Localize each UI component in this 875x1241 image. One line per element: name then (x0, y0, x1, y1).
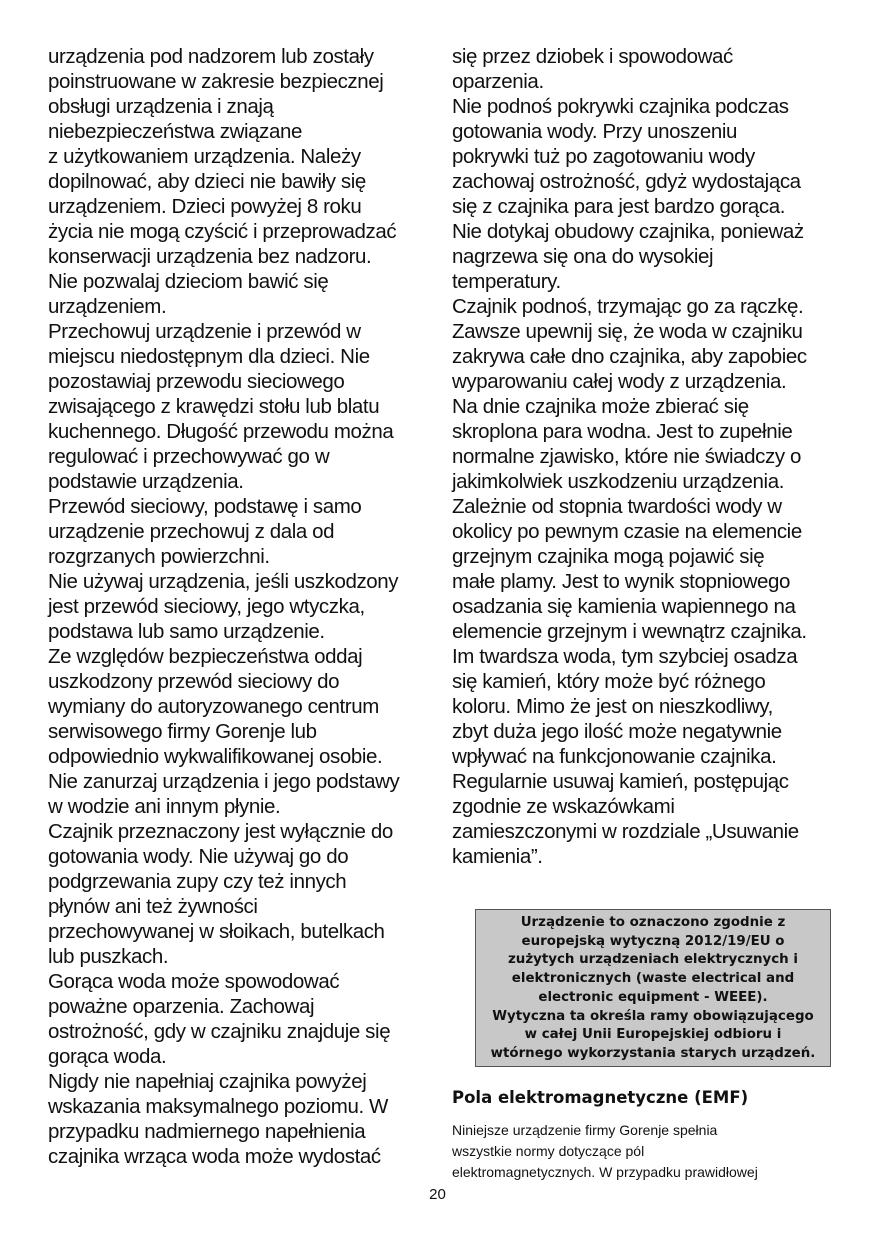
text-line: dopilnować, aby dzieci nie bawiły się (48, 170, 366, 193)
text-line: gotowania wody. Przy unoszeniu (452, 120, 738, 143)
text-line: wymiany do autoryzowanego centrum (48, 695, 379, 718)
text-line: Zawsze upewnij się, że woda w czajniku (452, 320, 803, 343)
text-line: przypadku nadmiernego napełnienia (48, 1120, 366, 1143)
page-number: 20 (429, 1186, 446, 1203)
text-line: miejscu niedostępnym dla dzieci. Nie (48, 345, 370, 368)
text-line: Nie podnoś pokrywki czajnika podczas (452, 95, 789, 118)
text-line: konserwacji urządzenia bez nadzoru. (48, 245, 372, 268)
text-line: obsługi urządzenia i znają (48, 95, 274, 118)
weee-line: Wytyczna ta określa ramy obowiązującego (492, 1008, 814, 1024)
text-line: okolicy po pewnym czasie na elemencie (452, 520, 802, 543)
text-line: kamienia”. (452, 845, 543, 868)
text-line: zakrywa całe dno czajnika, aby zapobiec (452, 345, 807, 368)
text-line: rozgrzanych powierzchni. (48, 545, 270, 568)
text-line: Nie zanurzaj urządzenia i jego podstawy (48, 770, 400, 793)
text-line: Przechowuj urządzenie i przewód w (48, 320, 361, 343)
weee-line: wtórnego wykorzystania starych urządzeń. (490, 1045, 816, 1061)
text-line: Zależnie od stopnia twardości wody w (452, 495, 782, 518)
weee-line: Urządzenie to oznaczono zgodnie z (520, 915, 786, 930)
text-line: Czajnik podnoś, trzymając go za rączkę. (452, 295, 804, 318)
emf-line: elektromagnetycznych. W przypadku prawidłowej (452, 1164, 758, 1180)
text-line: ostrożność, gdy w czajniku znajduje się (48, 1020, 391, 1043)
text-line: kuchennego. Długość przewodu można (48, 420, 394, 443)
weee-line: w całej Unii Europejskiej odbioru i (524, 1027, 782, 1043)
text-line: Przewód sieciowy, podstawę i samo (48, 495, 362, 518)
text-line: lub puszkach. (48, 945, 169, 968)
text-line: zamieszczonymi w rozdziale „Usuwanie (452, 820, 799, 843)
weee-line: elektronicznych (waste electrical and (511, 971, 795, 987)
text-line: jakimkolwiek uszkodzeniu urządzenia. (452, 470, 784, 493)
text-line: zwisającego z krawędzi stołu lub blatu (48, 395, 380, 418)
text-line: niebezpieczeństwa związane (48, 120, 302, 143)
text-line: zbyt duża jego ilość może negatywnie (452, 720, 782, 743)
text-line: Nigdy nie napełniaj czajnika powyżej (48, 1070, 367, 1093)
text-line: urządzeniem. (48, 295, 167, 318)
text-line: urządzeniem. Dzieci powyżej 8 roku (48, 195, 362, 218)
text-line: oparzenia. (452, 70, 544, 93)
text-line: wyparowaniu całej wody z urządzenia. (452, 370, 787, 393)
text-line: osadzania się kamienia wapiennego na (452, 595, 796, 618)
text-line: gotowania wody. Nie używaj go do (48, 845, 349, 868)
text-line: Gorąca woda może spowodować (48, 970, 340, 993)
text-line: grzejnym czajnika mogą pojawić się (452, 545, 765, 568)
text-line: wpływać na funkcjonowanie czajnika. (452, 745, 777, 768)
text-line: normalne zjawisko, które nie świadczy o (452, 445, 801, 468)
emf-line: wszystkie normy dotyczące pól (452, 1143, 645, 1159)
text-line: regulować i przechowywać go w (48, 445, 330, 468)
text-line: Ze względów bezpieczeństwa oddaj (48, 645, 363, 668)
left-text-column (48, 44, 423, 1169)
text-line: Na dnie czajnika może zbierać się (452, 395, 749, 418)
text-line: pozostawiaj przewodu sieciowego (48, 370, 345, 393)
text-line: skroplona para wodna. Jest to zupełnie (452, 420, 793, 443)
text-line: Nie używaj urządzenia, jeśli uszkodzony (48, 570, 399, 593)
right-text-column (452, 44, 832, 869)
text-line: przechowywanej w słoikach, butelkach (48, 920, 385, 943)
emf-section-text (452, 1120, 842, 1183)
text-line: poinstruowane w zakresie bezpiecznej (48, 70, 384, 93)
text-line: Regularnie usuwaj kamień, postępując (452, 770, 789, 793)
text-line: odpowiednio wykwalifikowanej osobie. (48, 745, 383, 768)
weee-line: europejską wytyczną 2012/19/EU o (521, 933, 785, 949)
text-line: życia nie mogą czyścić i przeprowadzać (48, 220, 397, 243)
text-line: jest przewód sieciowy, jego wtyczka, (48, 595, 365, 618)
text-line: temperatury. (452, 270, 561, 293)
text-line: podstawie urządzenia. (48, 470, 244, 493)
text-line: uszkodzony przewód sieciowy do (48, 670, 340, 693)
text-line: czajnika wrząca woda może wydostać (48, 1145, 381, 1168)
text-line: Nie pozwalaj dzieciom bawić się (48, 270, 329, 293)
weee-line: electronic equipment - WEEE). (538, 989, 768, 1005)
text-line: zgodnie ze wskazówkami (452, 795, 675, 818)
text-line: w wodzie ani innym płynie. (48, 795, 281, 818)
text-line: się z czajnika para jest bardzo gorąca. (452, 195, 786, 218)
text-line: Im twardsza woda, tym szybciej osadza (452, 645, 798, 668)
text-line: zachowaj ostrożność, gdyż wydostająca (452, 170, 801, 193)
text-line: urządzenie przechowuj z dala od (48, 520, 335, 543)
text-line: się kamień, który może być różnego (452, 670, 766, 693)
text-line: elemencie grzejnym i wewnątrz czajnika. (452, 620, 807, 643)
text-line: wskazania maksymalnego poziomu. W (48, 1095, 388, 1118)
text-line: płynów ani też żywności (48, 895, 258, 918)
text-line: serwisowego firmy Gorenje lub (48, 720, 317, 743)
emf-section-heading: Pola elektromagnetyczne (EMF) (452, 1088, 749, 1107)
text-line: z użytkowaniem urządzenia. Należy (48, 145, 361, 168)
weee-line: zużytych urządzeniach elektrycznych i (508, 952, 798, 968)
text-line: Czajnik przeznaczony jest wyłącznie do (48, 820, 393, 843)
emf-line: Niniejsze urządzenie firmy Gorenje spełnia (452, 1122, 718, 1138)
text-line: urządzenia pod nadzorem lub zostały (48, 45, 374, 68)
text-line: Nie dotykaj obudowy czajnika, ponieważ (452, 220, 804, 243)
text-line: pokrywki tuż po zagotowaniu wody (452, 145, 755, 168)
text-line: małe plamy. Jest to wynik stopniowego (452, 570, 791, 593)
text-line: poważne oparzenia. Zachowaj (48, 995, 315, 1018)
text-line: koloru. Mimo że jest on nieszkodliwy, (452, 695, 773, 718)
text-line: się przez dziobek i spowodować (452, 45, 733, 68)
weee-notice-box (475, 909, 831, 1067)
text-line: podgrzewania zupy czy też innych (48, 870, 347, 893)
text-line: gorąca woda. (48, 1045, 167, 1068)
text-line: podstawa lub samo urządzenie. (48, 620, 325, 643)
text-line: nagrzewa się ona do wysokiej (452, 245, 714, 268)
